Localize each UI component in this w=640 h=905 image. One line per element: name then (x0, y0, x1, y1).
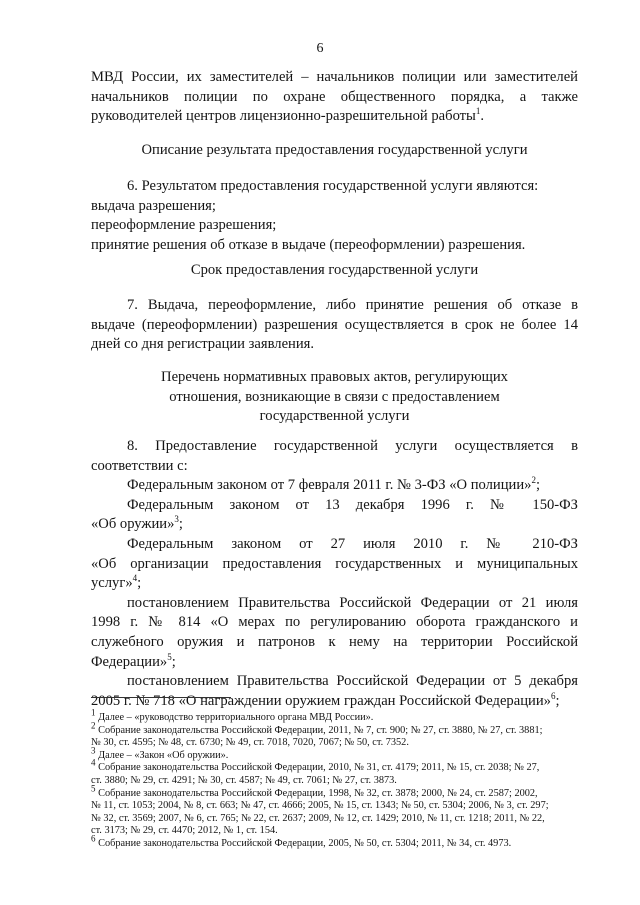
decree-814-line-1: постановлением Правительства Российской Федерации от 21 июля (127, 594, 578, 611)
heading-term: Срок предоставления государственной услуги (190, 262, 479, 278)
heading-acts-line-3: государственной услуги (259, 408, 410, 425)
footnote-6-text: Собрание законодательства Российской Федерации, 2005, № 50, ст. 5304; 2011, № 34, ст. 4973. (98, 837, 512, 849)
result-list (91, 177, 578, 255)
footnote-2-line-1 (91, 720, 578, 738)
footnote-mark-4: 4 (91, 757, 96, 768)
law-services-line-2: «Об организации предоставления государственных и муниципальных (91, 555, 578, 572)
footnote-3 (91, 745, 578, 763)
intro-last-text: руководителей центров лицензионно-разрешительной работы (91, 108, 476, 125)
intro-line-3 (91, 107, 578, 127)
footnote-mark-2: 2 (91, 720, 96, 731)
footnote-mark-5: 5 (91, 783, 96, 794)
law-services-end: ; (137, 575, 142, 592)
intro-line-1: МВД России, их заместителей – начальников полиции или заместителей (91, 69, 578, 85)
heading-result: Описание результата предоставления государственной услуги (141, 142, 528, 158)
law-services-title-end: услуг» (91, 575, 133, 592)
para-8-line-2: соответствии с: (91, 457, 188, 474)
footnote-6 (91, 833, 578, 851)
intro-end: . (480, 108, 485, 125)
decree-814-title-end: Федерации» (91, 653, 168, 670)
footnote-ref-2: 2 (531, 475, 536, 486)
law-weapons-line-2 (91, 515, 578, 535)
heading-acts-line-2: отношения, возникающие в связи с предоставлением (169, 388, 500, 405)
decree-814-line-2: 1998 г. № 814 «О мерах по регулированию оборота гражданского и (91, 614, 578, 631)
footnote-separator (91, 697, 231, 698)
footnote-ref-1: 1 (475, 106, 481, 117)
footnote-1-text: Далее – «руководство территориального органа МВД России». (98, 712, 374, 723)
law-police (91, 476, 578, 496)
result-item-2: переоформление разрешения; (91, 217, 277, 234)
decree-814-line-4 (91, 653, 578, 673)
decree-814-line-3: служебного оружия и патронов к нему на территории Российской (91, 633, 578, 650)
para-7-line-3: дней со дня регистрации заявления. (91, 336, 315, 353)
footnote-2-text-1: Собрание законодательства Российской Федерации, 2011, № 7, ст. 900; № 27, ст. 3880, № 27, ст. 3881; (98, 724, 543, 736)
result-item-1: выдача разрешения; (91, 197, 216, 214)
footnote-4-line-2: ст. 3880; № 29, ст. 4291; № 30, ст. 4587; № 49, ст. 7061; № 27, ст. 3873. (91, 774, 397, 786)
law-police-text: Федеральным законом от 7 февраля 2011 г. № 3-ФЗ «О полиции» (127, 477, 532, 494)
heading-acts-line-1: Перечень нормативных правовых актов, регулирующих (161, 369, 508, 385)
decree-718-line-1: постановлением Правительства Российской Федерации от 5 декабря (127, 673, 578, 690)
page-number: 6 (316, 41, 324, 56)
footnote-5-line-4: ст. 3173; № 29, ст. 4470; 2012, № 1, ст. 154. (91, 825, 278, 837)
footnote-1 (91, 707, 578, 725)
heading-acts (91, 368, 578, 427)
footnote-5-line-3: № 32, ст. 3569; 2007, № 6, ст. 765; № 22, ст. 2637; 2009, № 12, ст. 1429; 2010, № 11, ст. 1218; 2011, № 22, (91, 812, 545, 824)
para-7-line-1: 7. Выдача, переоформление, либо принятие решения об отказе в (127, 297, 578, 313)
para-7-line-2: выдаче (переоформлении) разрешения осуществляется в срок не более 14 (91, 316, 578, 333)
footnote-5-line-1 (91, 783, 578, 801)
para-6: 6. Результатом предоставления государственной услуги являются: (127, 178, 539, 194)
result-item-3: принятие решения об отказе в выдаче (переоформлении) разрешения. (91, 236, 526, 253)
footnote-5-line-2: № 11, ст. 1053; 2004, № 8, ст. 663; № 47, ст. 4666; 2005, № 15, ст. 1343; № 50, ст. 5304; 2006, № 3, ст. 297; (91, 800, 549, 812)
decree-814-end: ; (171, 653, 176, 670)
footnote-4-text-1: Собрание законодательства Российской Федерации, 2010, № 31, ст. 4179; 2011, № 15, ст. 2038; № 27, (98, 762, 540, 774)
law-weapons-end: ; (178, 516, 183, 533)
para-8 (91, 437, 578, 711)
law-services-line-3 (91, 574, 578, 594)
intro-paragraph (91, 68, 578, 127)
footnote-mark-3: 3 (91, 745, 96, 756)
footnote-mark-1: 1 (91, 707, 96, 718)
footnotes (91, 707, 578, 851)
footnote-ref-6: 6 (550, 690, 556, 701)
law-services-line-1: Федеральным законом от 27 июля 2010 г. № 210-ФЗ (127, 535, 578, 552)
footnote-4-line-1 (91, 757, 578, 775)
para-8-line-1: 8. Предоставление государственной услуги осуществляется в (127, 438, 578, 454)
law-weapons-title: «Об оружии» (91, 516, 175, 533)
footnote-ref-3: 3 (174, 514, 179, 525)
law-police-end: ; (535, 477, 541, 494)
law-weapons-line-1: Федеральным законом от 13 декабря 1996 г. № 150-ФЗ (127, 496, 578, 513)
footnote-3-text: Далее – «Закон «Об оружии». (98, 749, 229, 761)
decree-718-line-2 (91, 692, 578, 712)
footnote-5-text-1: Собрание законодательства Российской Федерации, 1998, № 32, ст. 3878; 2000, № 24, ст. 2587; 2002, (98, 787, 538, 799)
decree-718-title: 2005 г. № 718 «О награждении оружием граждан Российской Федерации» (91, 692, 551, 709)
footnote-2-line-2: № 30, ст. 4595; № 48, ст. 6730; № 49, ст. 7018, 7020, 7067; № 50, ст. 7352. (91, 737, 409, 749)
decree-718-end: ; (555, 692, 560, 709)
para-7 (91, 296, 578, 355)
intro-line-2: начальников полиции по охране общественного порядка, а также (91, 88, 578, 105)
footnote-mark-6: 6 (91, 833, 96, 844)
footnote-ref-4: 4 (132, 573, 138, 584)
footnote-ref-5: 5 (167, 651, 172, 662)
